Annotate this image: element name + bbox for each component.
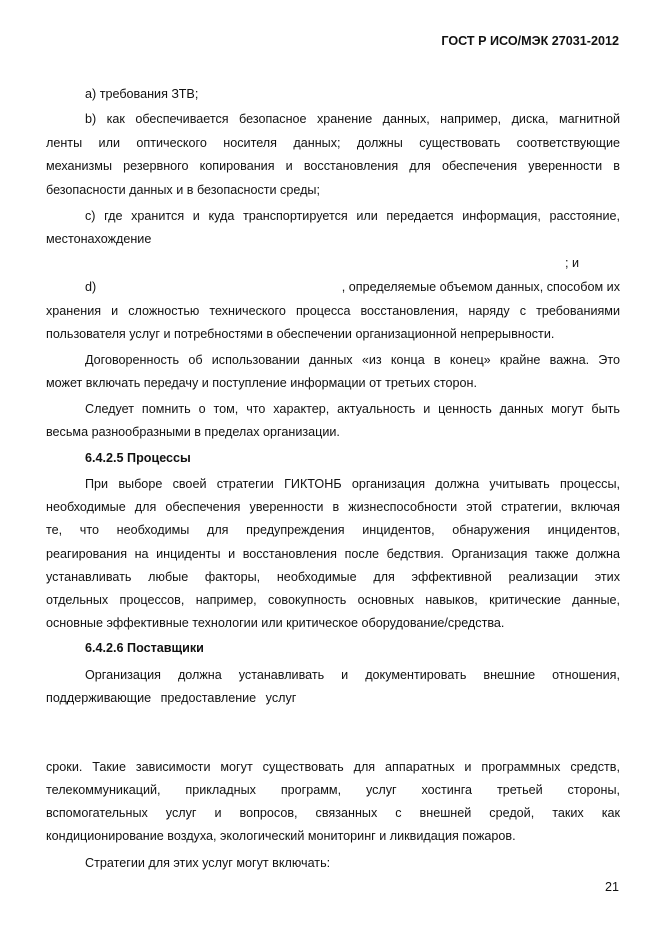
- paragraph-line: Следует помнить о том, что характер, актуальность и ценность данных могут быть: [85, 402, 620, 416]
- paragraph-line: сроки. Такие зависимости могут существовать для аппаратных и программных средств,: [46, 760, 620, 774]
- list-item-b-line-4: безопасности данных и в безопасности среды;: [46, 183, 320, 197]
- list-item-d-label: d): [85, 280, 97, 294]
- page-number: 21: [604, 880, 619, 894]
- document-header: ГОСТ Р ИСО/МЭК 27031-2012: [441, 34, 619, 48]
- paragraph-line: отдельных процессов, например, совокупность основных навыков, критические данные,: [46, 593, 620, 607]
- list-item-b-line-3: механизмы резервного копирования и восстановления для обеспечения уверенности в: [46, 159, 620, 173]
- paragraph-line: весьма разнообразными в пределах организации.: [46, 425, 340, 439]
- paragraph-line: реагирования на инциденты и восстановления после бедствия. Организация также должна: [46, 547, 620, 561]
- list-item-c-line-3: ; и: [564, 256, 579, 270]
- list-item-d-line-1: , определяемые объемом данных, способом их: [341, 280, 620, 294]
- section-heading: 6.4.2.6 Поставщики: [85, 641, 204, 655]
- paragraph-line: кондиционирование воздуха, экологический мониторинг и ликвидация пожаров.: [46, 829, 516, 843]
- paragraph-line: необходимые для обеспечения уверенности в жизнеспособности этой стратегии, включая: [46, 500, 620, 514]
- paragraph-line: Стратегии для этих услуг могут включать:: [85, 856, 331, 870]
- list-item-b-line-2: ленты или оптического носителя данных; должны существовать соответствующие: [46, 136, 620, 150]
- paragraph-line: Договоренность об использовании данных «из конца в конец» крайне важна. Это: [85, 353, 620, 367]
- section-heading: 6.4.2.5 Процессы: [85, 451, 191, 465]
- paragraph-line: устанавливать любые факторы, необходимые для эффективной реализации этих: [46, 570, 620, 584]
- paragraph-line: может включать передачу и поступление информации от третьих сторон.: [46, 376, 477, 390]
- list-item-a-text: a) требования ЗТВ;: [85, 87, 199, 101]
- paragraph-line: Организация должна устанавливать и документировать внешние отношения,: [85, 668, 620, 682]
- paragraph-line: поддерживающие предоставление услуг: [46, 691, 297, 705]
- list-item-c-line-1: c) где хранится и куда транспортируется или передается информация, расстояние,: [85, 209, 620, 223]
- list-item-c-line-2: местонахождение: [46, 232, 152, 246]
- paragraph-line: телекоммуникаций, прикладных программ, услуг хостинга третьей стороны,: [46, 783, 620, 797]
- list-item-b-line-1: b) как обеспечивается безопасное хранение данных, например, диска, магнитной: [85, 112, 620, 126]
- paragraph-line: При выборе своей стратегии ГИКТОНБ организация должна учитывать процессы,: [85, 477, 620, 491]
- list-item-d-line-2: хранения и сложностью технического процесса восстановления, наряду с требованиями: [46, 304, 620, 318]
- list-item-d-line-3: пользователя услуг и потребностями в обеспечении организационной непрерывности.: [46, 327, 555, 341]
- paragraph-line: основные эффективные технологии или критическое оборудование/средства.: [46, 616, 505, 630]
- paragraph-line: те, что необходимы для предупреждения инцидентов, обнаружения инцидентов,: [46, 523, 620, 537]
- paragraph-line: вспомогательных услуг и вопросов, связанных с внешней средой, таких как: [46, 806, 620, 820]
